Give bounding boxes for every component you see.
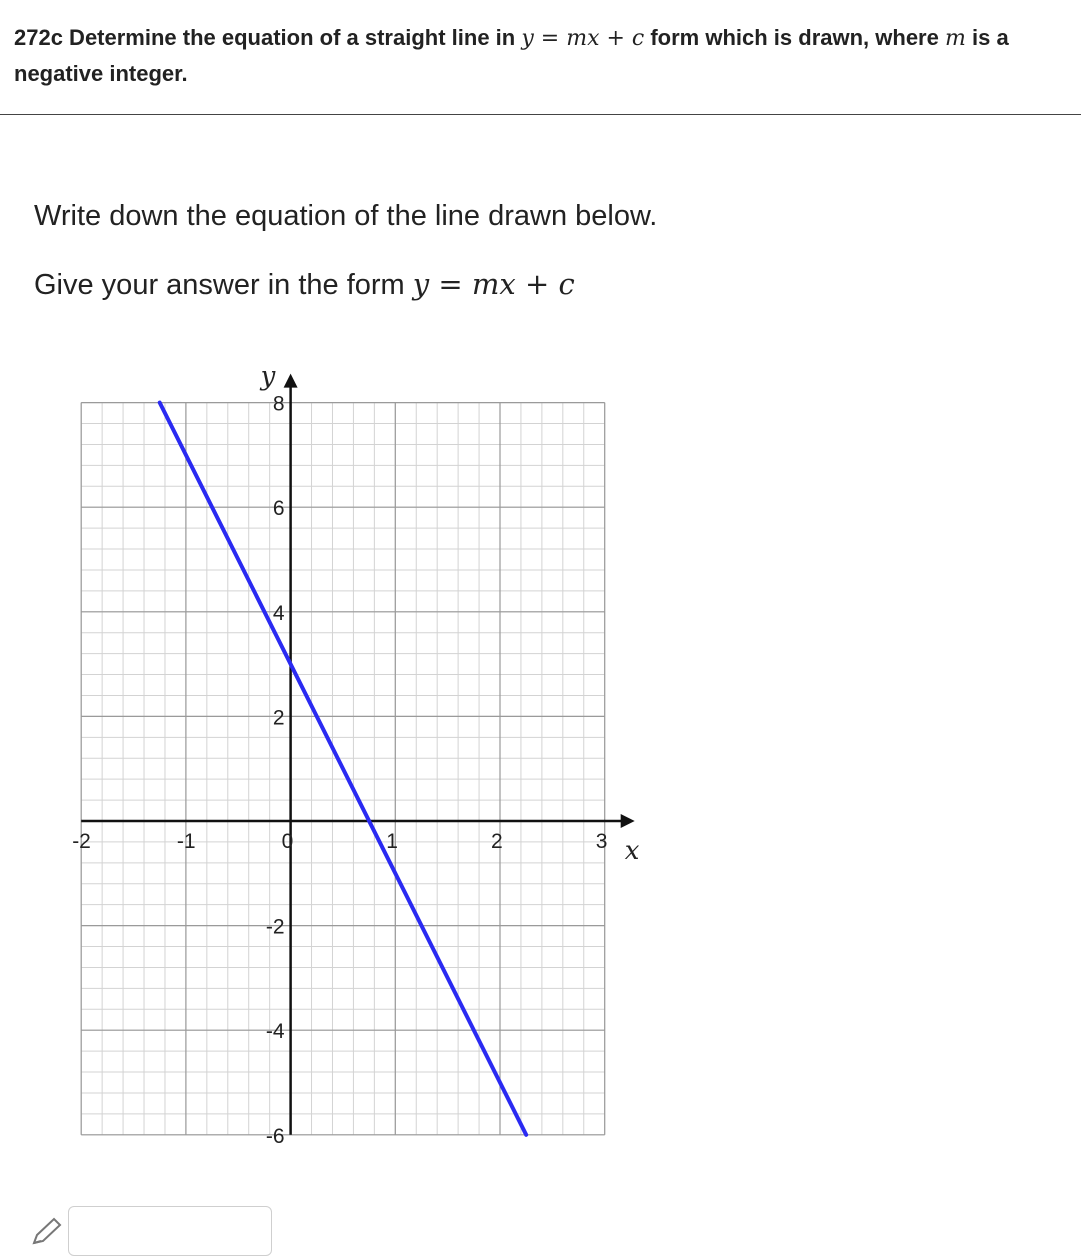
y-tick-label: -4 xyxy=(265,1020,285,1044)
x-tick-label: 0 xyxy=(281,830,294,853)
pencil-icon xyxy=(30,1216,64,1246)
answer-input[interactable] xyxy=(68,1206,272,1256)
y-tick-label: 4 xyxy=(272,601,285,625)
series-line xyxy=(160,403,526,1135)
y-tick-label: -6 xyxy=(265,1124,285,1148)
y-tick-label: 8 xyxy=(272,392,285,416)
answer-form-equation: y = mx + c xyxy=(412,267,575,301)
title-equation: y = mx + c xyxy=(521,26,645,51)
y-axis-arrow-icon xyxy=(284,374,298,388)
answer-form-text: Give your answer in the form xyxy=(34,269,405,301)
instruction-text: Write down the equation of the line drawn below. xyxy=(34,200,658,232)
x-tick-label: -1 xyxy=(176,830,196,853)
x-tick-label: -2 xyxy=(72,830,91,853)
y-tick-label: 6 xyxy=(272,497,285,521)
title-variable: m xyxy=(944,26,966,51)
x-axis-label: x xyxy=(624,836,640,866)
x-tick-label: 2 xyxy=(491,830,503,853)
title-text-2: form which is drawn, where xyxy=(650,25,939,50)
x-tick-label: 1 xyxy=(386,830,398,853)
title-text-3: is a negative integer. xyxy=(14,25,1009,86)
x-tick-label: 3 xyxy=(595,830,608,853)
y-tick-label: 2 xyxy=(272,706,285,730)
title-text-1: 272c Determine the equation of a straight line in xyxy=(14,25,516,50)
x-axis-arrow-icon xyxy=(621,814,635,828)
y-axis-label: y xyxy=(260,361,276,392)
y-tick-label: -2 xyxy=(265,915,285,939)
